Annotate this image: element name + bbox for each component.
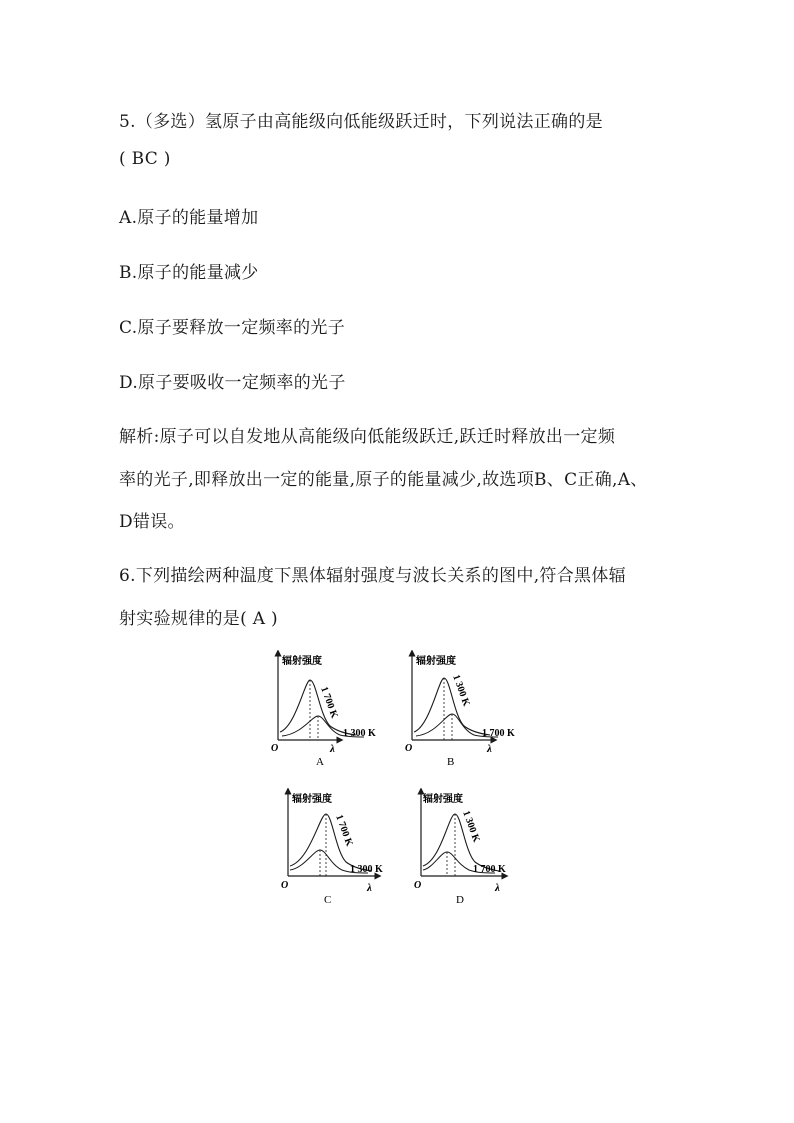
y-axis-label: 辐射强度 [423,794,463,805]
y-axis-label: 辐射强度 [292,794,332,805]
question-5-answer: ( BC ) [119,149,171,169]
option-b: B.原子的能量减少 [119,263,259,283]
y-axis-label: 辐射强度 [416,656,456,667]
short-curve-label: 1 700 K [473,864,506,875]
figure-caption: D [456,894,464,906]
origin-label: O [405,743,413,754]
analysis-line-3: D错误。 [119,512,185,532]
question-5-stem: 5.（多选）氢原子由高能级向低能级跃迁时，下列说法正确的是 [119,112,603,132]
short-curve-label: 1 700 K [482,728,515,739]
origin-label: O [271,743,279,754]
x-axis-label: λ [367,882,372,894]
x-axis-label: λ [330,743,335,755]
figure-c [278,788,403,912]
question-6-stem-line-1: 6.下列描绘两种温度下黑体辐射强度与波长关系的图中,符合黑体辐 [119,566,626,586]
figure-caption: A [316,756,324,768]
short-curve-label: 1 300 K [343,728,376,739]
option-a: A.原子的能量增加 [119,208,259,228]
short-curve-label: 1 300 K [350,864,383,875]
origin-label: O [281,880,289,891]
tall-curve-label: 1 700 K [318,685,340,720]
figure-d [411,788,536,912]
tall-curve [290,814,372,871]
analysis-line-2: 率的光子,即释放出一定的能量,原子的能量减少,故选项B、C正确,A、 [119,470,648,490]
x-axis-label: λ [495,882,500,894]
origin-label: O [414,880,422,891]
figure-caption: B [447,756,455,768]
tall-curve-label: 1 300 K [450,673,472,708]
figure-b [402,650,527,772]
option-d: D.原子要吸收一定频率的光子 [119,373,346,393]
analysis-line-1: 解析:原子可以自发地从高能级向低能级跃迁,跃迁时释放出一定频 [119,427,616,447]
option-c: C.原子要释放一定频率的光子 [119,318,346,338]
tall-curve-label: 1 300 K [460,809,482,844]
x-axis-label: λ [487,743,492,755]
figure-a [268,650,393,772]
tall-curve-label: 1 700 K [333,813,355,848]
y-axis-label: 辐射强度 [282,656,322,667]
figure-caption: C [324,894,332,906]
question-6-stem-line-2: 射实验规律的是( A ) [119,609,278,629]
